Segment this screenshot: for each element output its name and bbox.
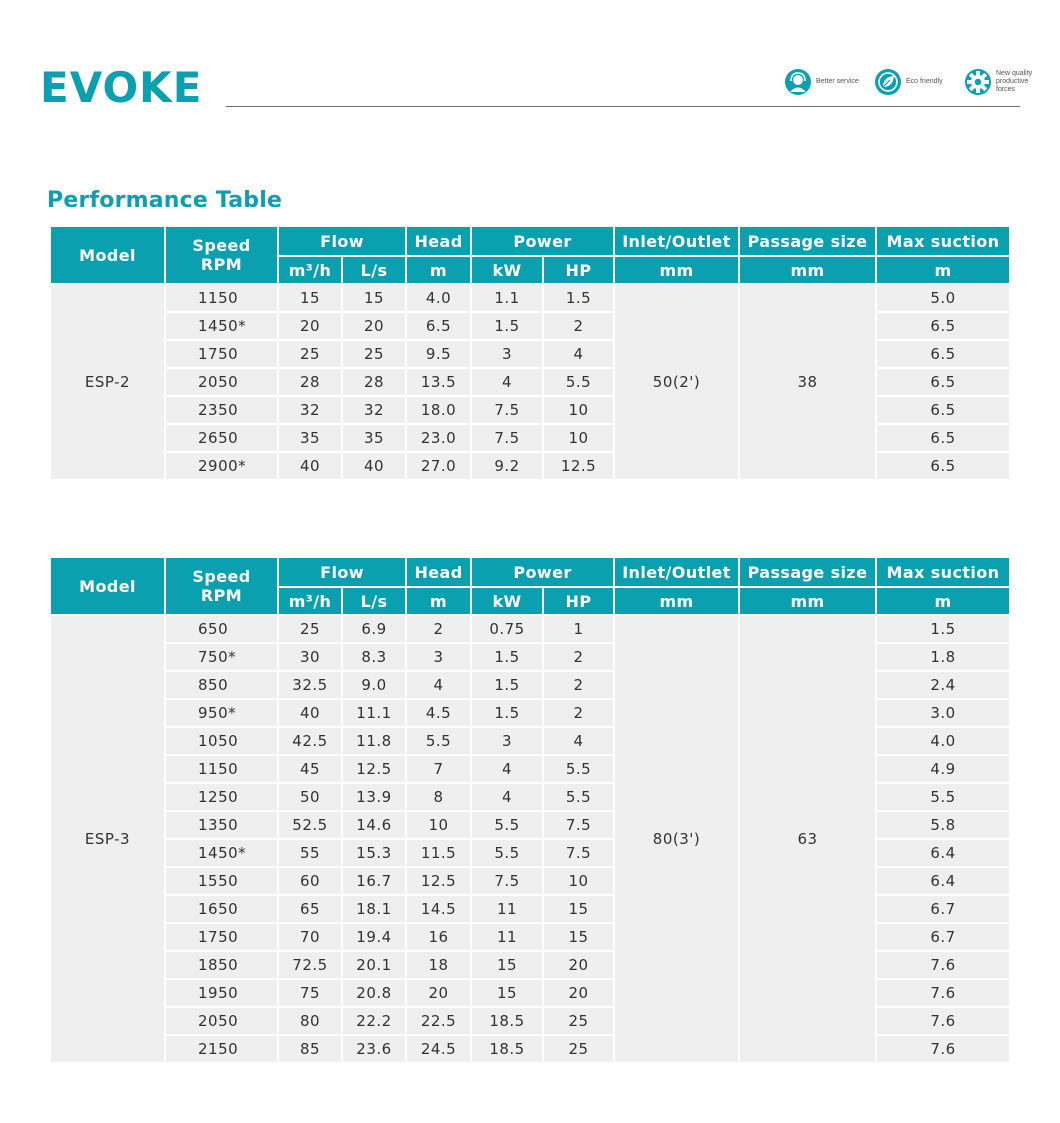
- flow-m3h-cell: 85: [278, 1035, 342, 1063]
- flow-ls-cell: 6.9: [342, 615, 406, 643]
- rpm-label: RPM: [200, 586, 243, 605]
- col-header-power: Power: [471, 226, 614, 256]
- power-hp-cell: 10: [543, 424, 614, 452]
- max-suction-cell: 4.9: [876, 755, 1010, 783]
- col-header-inlet-outlet: Inlet/Outlet: [614, 226, 739, 256]
- flow-m3h-cell: 15: [278, 284, 342, 312]
- flow-ls-cell: 12.5: [342, 755, 406, 783]
- head-cell: 10: [406, 811, 471, 839]
- flow-m3h-cell: 52.5: [278, 811, 342, 839]
- max-suction-cell: 6.5: [876, 340, 1010, 368]
- max-suction-cell: 6.4: [876, 867, 1010, 895]
- col-header-max-suction: Max suction: [876, 557, 1010, 587]
- flow-m3h-cell: 32.5: [278, 671, 342, 699]
- head-cell: 4: [406, 671, 471, 699]
- col-header-flow: Flow: [278, 226, 406, 256]
- speed-cell: 1050: [165, 727, 278, 755]
- flow-ls-cell: 8.3: [342, 643, 406, 671]
- max-suction-cell: 6.7: [876, 923, 1010, 951]
- head-cell: 18: [406, 951, 471, 979]
- unit-header-power-hp: HP: [543, 256, 614, 284]
- speed-cell: 2050: [165, 368, 278, 396]
- speed-cell: 2650: [165, 424, 278, 452]
- badge-productive-forces: [964, 68, 1040, 96]
- speed-cell: 1650: [165, 895, 278, 923]
- flow-m3h-cell: 35: [278, 424, 342, 452]
- model-cell: ESP-2: [50, 284, 165, 480]
- power-kw-cell: 7.5: [471, 396, 543, 424]
- speed-cell: 1450*: [165, 312, 278, 340]
- power-kw-cell: 15: [471, 979, 543, 1007]
- speed-label: Speed: [192, 236, 251, 255]
- col-header-passage-size: Passage size: [739, 557, 876, 587]
- max-suction-cell: 5.8: [876, 811, 1010, 839]
- badge-label: Better service: [816, 78, 859, 85]
- power-kw-cell: 7.5: [471, 867, 543, 895]
- flow-ls-cell: 23.6: [342, 1035, 406, 1063]
- power-hp-cell: 7.5: [543, 811, 614, 839]
- flow-ls-cell: 19.4: [342, 923, 406, 951]
- head-cell: 11.5: [406, 839, 471, 867]
- power-kw-cell: 18.5: [471, 1007, 543, 1035]
- flow-m3h-cell: 25: [278, 340, 342, 368]
- power-kw-cell: 18.5: [471, 1035, 543, 1063]
- speed-cell: 1550: [165, 867, 278, 895]
- power-hp-cell: 15: [543, 895, 614, 923]
- head-cell: 3: [406, 643, 471, 671]
- power-hp-cell: 25: [543, 1035, 614, 1063]
- unit-header-flow-ls: L/s: [342, 587, 406, 615]
- speed-cell: 1950: [165, 979, 278, 1007]
- flow-m3h-cell: 50: [278, 783, 342, 811]
- power-hp-cell: 5.5: [543, 368, 614, 396]
- max-suction-cell: 5.5: [876, 783, 1010, 811]
- col-header-max-suction: Max suction: [876, 226, 1010, 256]
- col-header-head: Head: [406, 226, 471, 256]
- power-hp-cell: 2: [543, 699, 614, 727]
- head-cell: 14.5: [406, 895, 471, 923]
- head-cell: 27.0: [406, 452, 471, 480]
- performance-table-esp-2: [49, 225, 1011, 481]
- flow-m3h-cell: 55: [278, 839, 342, 867]
- head-cell: 9.5: [406, 340, 471, 368]
- power-hp-cell: 2: [543, 312, 614, 340]
- power-hp-cell: 2: [543, 671, 614, 699]
- col-header-model: Model: [50, 226, 165, 284]
- inlet-outlet-cell: 80(3'): [614, 615, 739, 1063]
- max-suction-cell: 7.6: [876, 979, 1010, 1007]
- flow-ls-cell: 28: [342, 368, 406, 396]
- flow-m3h-cell: 70: [278, 923, 342, 951]
- flow-m3h-cell: 75: [278, 979, 342, 1007]
- speed-cell: 1450*: [165, 839, 278, 867]
- flow-m3h-cell: 30: [278, 643, 342, 671]
- speed-label: Speed: [192, 567, 251, 586]
- speed-cell: 1250: [165, 783, 278, 811]
- unit-header-power-hp: HP: [543, 587, 614, 615]
- power-hp-cell: 1.5: [543, 284, 614, 312]
- max-suction-cell: 7.6: [876, 1007, 1010, 1035]
- unit-header-passage-size: mm: [739, 587, 876, 615]
- flow-m3h-cell: 25: [278, 615, 342, 643]
- power-hp-cell: 7.5: [543, 839, 614, 867]
- power-kw-cell: 15: [471, 951, 543, 979]
- power-hp-cell: 10: [543, 396, 614, 424]
- unit-header-inlet-outlet: mm: [614, 256, 739, 284]
- power-hp-cell: 15: [543, 923, 614, 951]
- unit-header-inlet-outlet: mm: [614, 587, 739, 615]
- power-kw-cell: 3: [471, 727, 543, 755]
- flow-ls-cell: 9.0: [342, 671, 406, 699]
- flow-m3h-cell: 45: [278, 755, 342, 783]
- table-row: [50, 284, 1010, 312]
- head-cell: 8: [406, 783, 471, 811]
- flow-m3h-cell: 32: [278, 396, 342, 424]
- flow-m3h-cell: 28: [278, 368, 342, 396]
- speed-cell: 1150: [165, 284, 278, 312]
- max-suction-cell: 6.4: [876, 839, 1010, 867]
- speed-cell: 850: [165, 671, 278, 699]
- power-kw-cell: 1.1: [471, 284, 543, 312]
- col-header-head: Head: [406, 557, 471, 587]
- max-suction-cell: 5.0: [876, 284, 1010, 312]
- flow-ls-cell: 15: [342, 284, 406, 312]
- flow-ls-cell: 35: [342, 424, 406, 452]
- col-header-passage-size: Passage size: [739, 226, 876, 256]
- power-hp-cell: 2: [543, 643, 614, 671]
- power-hp-cell: 4: [543, 727, 614, 755]
- head-cell: 13.5: [406, 368, 471, 396]
- max-suction-cell: 4.0: [876, 727, 1010, 755]
- power-kw-cell: 1.5: [471, 312, 543, 340]
- flow-ls-cell: 16.7: [342, 867, 406, 895]
- table-row: [50, 615, 1010, 643]
- speed-cell: 1150: [165, 755, 278, 783]
- flow-ls-cell: 22.2: [342, 1007, 406, 1035]
- performance-table-esp-3: [49, 556, 1011, 1064]
- power-hp-cell: 4: [543, 340, 614, 368]
- flow-m3h-cell: 40: [278, 452, 342, 480]
- speed-cell: 750*: [165, 643, 278, 671]
- max-suction-cell: 6.7: [876, 895, 1010, 923]
- flow-ls-cell: 20.1: [342, 951, 406, 979]
- passage-size-cell: 38: [739, 284, 876, 480]
- max-suction-cell: 2.4: [876, 671, 1010, 699]
- col-header-speed: [165, 226, 278, 284]
- speed-cell: 2900*: [165, 452, 278, 480]
- power-hp-cell: 20: [543, 951, 614, 979]
- power-kw-cell: 5.5: [471, 839, 543, 867]
- col-header-speed: [165, 557, 278, 615]
- head-cell: 4.5: [406, 699, 471, 727]
- speed-cell: 650: [165, 615, 278, 643]
- flow-m3h-cell: 60: [278, 867, 342, 895]
- speed-cell: 2150: [165, 1035, 278, 1063]
- head-cell: 2: [406, 615, 471, 643]
- max-suction-cell: 7.6: [876, 951, 1010, 979]
- flow-m3h-cell: 20: [278, 312, 342, 340]
- unit-header-flow-ls: L/s: [342, 256, 406, 284]
- flow-m3h-cell: 42.5: [278, 727, 342, 755]
- power-hp-cell: 5.5: [543, 783, 614, 811]
- speed-cell: 2050: [165, 1007, 278, 1035]
- head-cell: 22.5: [406, 1007, 471, 1035]
- power-kw-cell: 1.5: [471, 643, 543, 671]
- col-header-inlet-outlet: Inlet/Outlet: [614, 557, 739, 587]
- head-cell: 4.0: [406, 284, 471, 312]
- power-hp-cell: 25: [543, 1007, 614, 1035]
- unit-header-max-suction: m: [876, 587, 1010, 615]
- max-suction-cell: 6.5: [876, 396, 1010, 424]
- power-kw-cell: 1.5: [471, 699, 543, 727]
- unit-header-head: m: [406, 256, 471, 284]
- power-kw-cell: 0.75: [471, 615, 543, 643]
- flow-ls-cell: 20.8: [342, 979, 406, 1007]
- unit-header-max-suction: m: [876, 256, 1010, 284]
- power-kw-cell: 4: [471, 368, 543, 396]
- flow-m3h-cell: 72.5: [278, 951, 342, 979]
- speed-cell: 1350: [165, 811, 278, 839]
- power-kw-cell: 11: [471, 895, 543, 923]
- head-cell: 7: [406, 755, 471, 783]
- badge-better-service: [784, 68, 860, 96]
- inlet-outlet-cell: 50(2'): [614, 284, 739, 480]
- gear-icon: [964, 68, 992, 96]
- flow-m3h-cell: 80: [278, 1007, 342, 1035]
- max-suction-cell: 7.6: [876, 1035, 1010, 1063]
- power-hp-cell: 12.5: [543, 452, 614, 480]
- leaf-icon: [874, 68, 902, 96]
- header-divider: [226, 106, 1020, 107]
- brand-logo: EVOKE: [40, 63, 203, 112]
- max-suction-cell: 6.5: [876, 368, 1010, 396]
- unit-header-flow-m3h: m³/h: [278, 256, 342, 284]
- max-suction-cell: 1.8: [876, 643, 1010, 671]
- flow-ls-cell: 20: [342, 312, 406, 340]
- head-cell: 5.5: [406, 727, 471, 755]
- power-hp-cell: 10: [543, 867, 614, 895]
- badge-label: New quality productive forces: [996, 70, 1033, 93]
- head-cell: 20: [406, 979, 471, 1007]
- flow-ls-cell: 11.1: [342, 699, 406, 727]
- col-header-flow: Flow: [278, 557, 406, 587]
- unit-header-power-kw: kW: [471, 587, 543, 615]
- speed-cell: 1750: [165, 340, 278, 368]
- power-kw-cell: 1.5: [471, 671, 543, 699]
- head-cell: 18.0: [406, 396, 471, 424]
- flow-ls-cell: 18.1: [342, 895, 406, 923]
- flow-ls-cell: 14.6: [342, 811, 406, 839]
- speed-cell: 950*: [165, 699, 278, 727]
- rpm-label: RPM: [200, 255, 243, 274]
- head-cell: 16: [406, 923, 471, 951]
- max-suction-cell: 3.0: [876, 699, 1010, 727]
- head-cell: 24.5: [406, 1035, 471, 1063]
- power-hp-cell: 1: [543, 615, 614, 643]
- flow-ls-cell: 32: [342, 396, 406, 424]
- head-cell: 12.5: [406, 867, 471, 895]
- passage-size-cell: 63: [739, 615, 876, 1063]
- col-header-model: Model: [50, 557, 165, 615]
- flow-m3h-cell: 40: [278, 699, 342, 727]
- flow-ls-cell: 15.3: [342, 839, 406, 867]
- header-row-main: [50, 557, 1010, 587]
- power-kw-cell: 7.5: [471, 424, 543, 452]
- flow-m3h-cell: 65: [278, 895, 342, 923]
- badge-label: Eco friendly: [906, 78, 943, 85]
- unit-header-head: m: [406, 587, 471, 615]
- header-row-main: [50, 226, 1010, 256]
- max-suction-cell: 1.5: [876, 615, 1010, 643]
- max-suction-cell: 6.5: [876, 312, 1010, 340]
- speed-cell: 2350: [165, 396, 278, 424]
- flow-ls-cell: 13.9: [342, 783, 406, 811]
- head-cell: 6.5: [406, 312, 471, 340]
- power-kw-cell: 4: [471, 755, 543, 783]
- col-header-power: Power: [471, 557, 614, 587]
- flow-ls-cell: 40: [342, 452, 406, 480]
- power-hp-cell: 20: [543, 979, 614, 1007]
- flow-ls-cell: 25: [342, 340, 406, 368]
- section-title: Performance Table: [47, 188, 283, 213]
- speed-cell: 1850: [165, 951, 278, 979]
- max-suction-cell: 6.5: [876, 424, 1010, 452]
- power-kw-cell: 9.2: [471, 452, 543, 480]
- unit-header-flow-m3h: m³/h: [278, 587, 342, 615]
- headset-icon: [784, 68, 812, 96]
- max-suction-cell: 6.5: [876, 452, 1010, 480]
- model-cell: ESP-3: [50, 615, 165, 1063]
- power-hp-cell: 5.5: [543, 755, 614, 783]
- power-kw-cell: 5.5: [471, 811, 543, 839]
- power-kw-cell: 3: [471, 340, 543, 368]
- power-kw-cell: 11: [471, 923, 543, 951]
- flow-ls-cell: 11.8: [342, 727, 406, 755]
- unit-header-passage-size: mm: [739, 256, 876, 284]
- power-kw-cell: 4: [471, 783, 543, 811]
- head-cell: 23.0: [406, 424, 471, 452]
- feature-badges: [784, 68, 1040, 96]
- unit-header-power-kw: kW: [471, 256, 543, 284]
- badge-eco-friendly: [874, 68, 950, 96]
- speed-cell: 1750: [165, 923, 278, 951]
